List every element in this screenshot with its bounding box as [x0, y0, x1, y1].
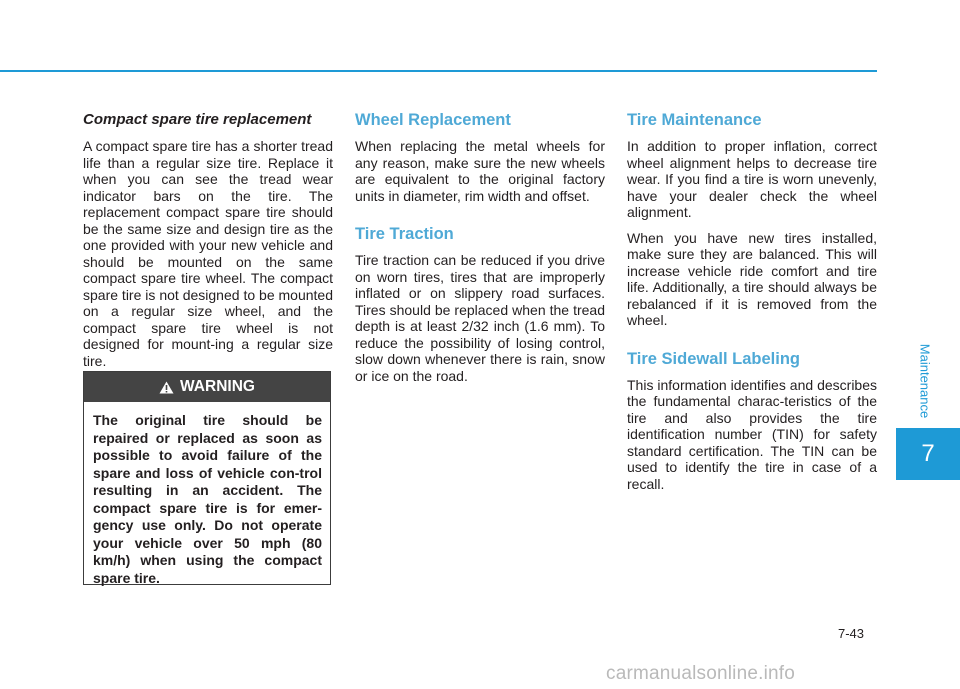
wheel-replacement-body: When replacing the metal wheels for any reason, make sure the new wheels are equivalent to the original factory units in diameter, rim width and offset.	[355, 138, 605, 204]
sidewall-labeling-body: This information identifies and describes the fundamental charac-teristics of the tire and also provides the tire identification number (TIN) for safety standard certification. The TIN can be used to identify the tire in case of a recall.	[627, 376, 877, 492]
compact-spare-body: A compact spare tire has a shorter tread life than a regular size tire. Replace it when you can see the tread wear indicator bars on the tire. The replacement compact spare tire should be the same size and design tire as the one provided with your new vehicle and should be mounted on the same compact spare tire wheel. The compact spare tire is not designed to be mounted on a regular size wheel, and the compact spare tire wheel is not designed for mount-ing a regular size tire.	[83, 138, 333, 369]
tire-traction-body: Tire traction can be reduced if you drive on worn tires, tires that are improperly inflated or on slippery road surfaces. Tires should be replaced when the tread depth is at least 2/32 inch (1.6 mm). To reduce the possibility of losing control, slow down whenever there is rain, snow or ice on the road.	[355, 252, 605, 384]
column-2	[355, 110, 605, 393]
watermark: carmanualsonline.info	[606, 663, 796, 684]
warning-triangle-icon	[159, 381, 174, 394]
section-tab-text: Maintenance	[917, 343, 933, 419]
tire-maintenance-para-2: When you have new tires installed, make sure they are balanced. This will increase vehicle ride comfort and tire life. Additionally, a tire should always be rebalanced if it is removed from the wheel.	[627, 229, 877, 328]
warning-header	[84, 372, 330, 402]
compact-spare-heading: Compact spare tire replacement	[83, 111, 312, 128]
warning-text: The original tire should be repaired or replaced as soon as possible to avoid failure of the spare and loss of vehicle con-trol resulting in an accident. The compact spare tire is for emer-gency use only. Do not operate your vehicle over 50 mph (80 km/h) when using the compact spare tire.	[93, 412, 322, 586]
sidewall-labeling-heading: Tire Sidewall Labeling	[627, 349, 800, 368]
warning-box	[83, 371, 331, 585]
tire-traction-heading: Tire Traction	[355, 225, 454, 243]
tire-maintenance-heading: Tire Maintenance	[627, 111, 762, 129]
column-3	[627, 110, 877, 501]
warning-label: WARNING	[180, 378, 255, 395]
chapter-number-tab: 7	[896, 428, 960, 480]
section-tab-label	[916, 340, 934, 422]
column-1	[83, 110, 333, 378]
top-rule	[0, 70, 877, 72]
wheel-replacement-heading: Wheel Replacement	[355, 111, 511, 129]
tire-maintenance-para-1: In addition to proper inflation, correct wheel alignment helps to decrease tire wear. If you find a tire is worn unevenly, have your dealer check the wheel alignment.	[627, 138, 877, 220]
page-number: 7-43	[838, 626, 865, 641]
